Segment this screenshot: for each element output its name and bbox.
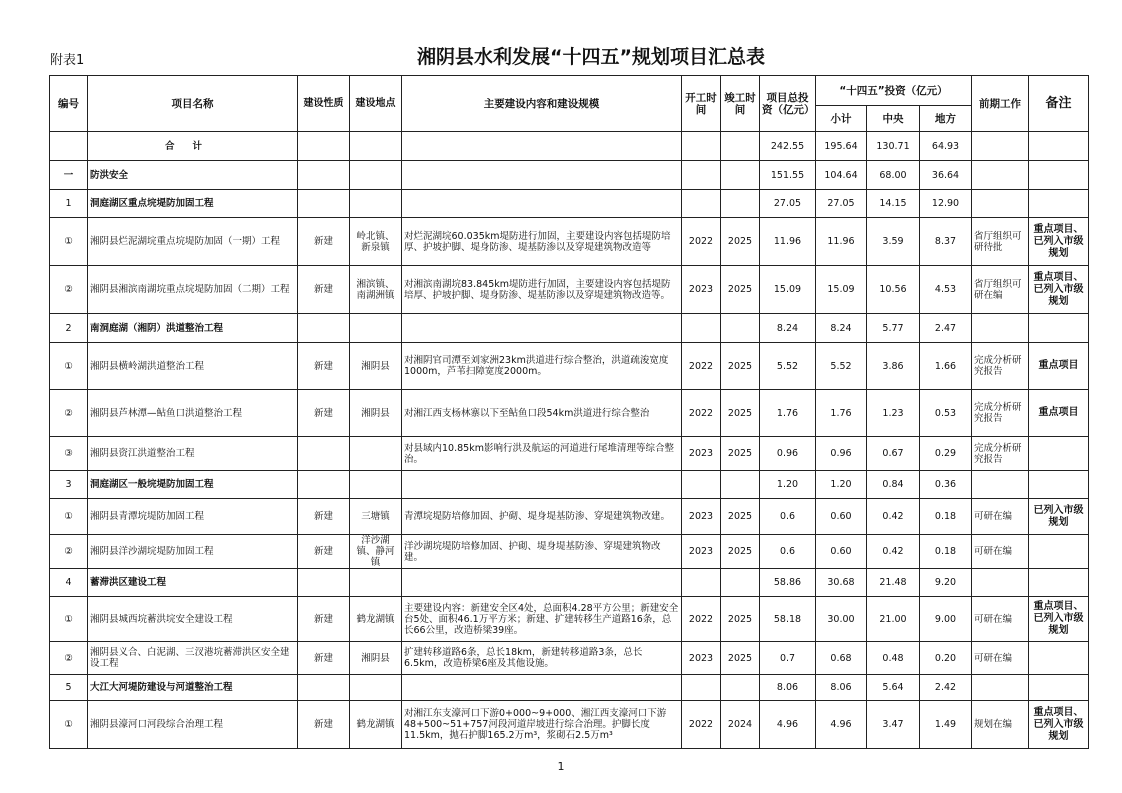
item-end: 2025: [721, 535, 760, 569]
item-location: 三塘镇: [350, 499, 402, 535]
item-start: 2023: [682, 266, 721, 314]
item-end: 2025: [721, 597, 760, 642]
item-location: 湘阴县: [350, 642, 402, 675]
total-subtotal: 195.64: [816, 132, 867, 161]
group-central: 5.77: [867, 314, 920, 343]
item-total: 11.96: [760, 218, 816, 266]
project-row: [50, 499, 1089, 535]
item-location: 湘滨镇、南湖洲镇: [350, 266, 402, 314]
item-subtotal: 4.96: [816, 701, 867, 749]
item-nature: 新建: [298, 701, 350, 749]
group-name: 蓄滞洪区建设工程: [88, 569, 298, 597]
item-no: ①: [50, 218, 88, 266]
item-no: ①: [50, 499, 88, 535]
item-content: 对湘江西支杨林寨以下至鲇鱼口段54km洪道进行综合整治: [402, 390, 682, 437]
project-row: [50, 343, 1089, 390]
item-local: 8.37: [920, 218, 972, 266]
item-name: 湘阴县城西垸蓄洪垸安全建设工程: [88, 597, 298, 642]
item-start: 2023: [682, 437, 721, 471]
empty-cell: [721, 190, 760, 218]
item-start: 2022: [682, 218, 721, 266]
project-row: [50, 390, 1089, 437]
item-central: 0.67: [867, 437, 920, 471]
item-subtotal: 0.68: [816, 642, 867, 675]
item-location: [350, 437, 402, 471]
group-no: 3: [50, 471, 88, 499]
item-remark: [1029, 437, 1089, 471]
group-row: [50, 675, 1089, 701]
item-name: 湘阴县资江洪道整治工程: [88, 437, 298, 471]
group-no: 2: [50, 314, 88, 343]
category-total: 151.55: [760, 161, 816, 190]
item-end: 2025: [721, 390, 760, 437]
item-total: 0.6: [760, 499, 816, 535]
item-central: 0.42: [867, 499, 920, 535]
item-name: 湘阴县洋沙湖垸堤防加固工程: [88, 535, 298, 569]
item-location: 鹤龙湖镇: [350, 597, 402, 642]
item-no: ①: [50, 597, 88, 642]
item-prework: 省厅组织可研待批: [972, 218, 1029, 266]
item-remark: [1029, 642, 1089, 675]
header-name: 项目名称: [88, 76, 298, 132]
item-total: 1.76: [760, 390, 816, 437]
empty-cell: [402, 314, 682, 343]
item-nature: 新建: [298, 535, 350, 569]
item-start: 2022: [682, 597, 721, 642]
empty-cell: [682, 190, 721, 218]
project-summary-table: [49, 75, 1089, 749]
page-number: 1: [557, 760, 565, 773]
total-label: 合计: [88, 132, 298, 161]
item-central: 10.56: [867, 266, 920, 314]
item-prework: 完成分析研究报告: [972, 390, 1029, 437]
empty-cell: [972, 314, 1029, 343]
empty-cell: [1029, 569, 1089, 597]
group-row: [50, 314, 1089, 343]
empty-cell: [350, 471, 402, 499]
group-subtotal: 8.06: [816, 675, 867, 701]
group-subtotal: 8.24: [816, 314, 867, 343]
empty-cell: [402, 471, 682, 499]
item-total: 5.52: [760, 343, 816, 390]
project-row: [50, 597, 1089, 642]
group-total: 1.20: [760, 471, 816, 499]
project-row: [50, 642, 1089, 675]
item-subtotal: 15.09: [816, 266, 867, 314]
total-central: 130.71: [867, 132, 920, 161]
item-start: 2023: [682, 535, 721, 569]
header-central: 中央: [867, 106, 920, 132]
item-no: ②: [50, 535, 88, 569]
item-central: 1.23: [867, 390, 920, 437]
group-local: 0.36: [920, 471, 972, 499]
item-content: 青潭垸堤防培修加固、护砌、堤身堤基防渗、穿堤建筑物改建。: [402, 499, 682, 535]
item-end: 2025: [721, 266, 760, 314]
item-central: 3.47: [867, 701, 920, 749]
group-row: [50, 569, 1089, 597]
group-local: 12.90: [920, 190, 972, 218]
header-remark: 备注: [1029, 76, 1089, 132]
group-subtotal: 30.68: [816, 569, 867, 597]
group-central: 14.15: [867, 190, 920, 218]
empty-cell: [682, 471, 721, 499]
group-local: 9.20: [920, 569, 972, 597]
empty-cell: [402, 190, 682, 218]
item-content: 对县域内10.85km影响行洪及航运的河道进行尾堆清理等综合整治。: [402, 437, 682, 471]
group-subtotal: 27.05: [816, 190, 867, 218]
empty-cell: [682, 675, 721, 701]
item-central: 0.48: [867, 642, 920, 675]
header-subtotal: 小计: [816, 106, 867, 132]
empty-cell: [350, 314, 402, 343]
empty-cell: [298, 190, 350, 218]
empty-cell: [1029, 314, 1089, 343]
empty-cell: [298, 471, 350, 499]
empty-cell: [972, 471, 1029, 499]
group-local: 2.42: [920, 675, 972, 701]
item-location: 湘阴县: [350, 390, 402, 437]
empty-cell: [350, 569, 402, 597]
item-prework: 规划在编: [972, 701, 1029, 749]
group-local: 2.47: [920, 314, 972, 343]
item-name: 湘阴县芦林潭—鲇鱼口洪道整治工程: [88, 390, 298, 437]
item-subtotal: 30.00: [816, 597, 867, 642]
category-name: 防洪安全: [88, 161, 298, 190]
item-end: 2025: [721, 437, 760, 471]
item-nature: 新建: [298, 597, 350, 642]
empty-cell: [350, 675, 402, 701]
group-name: 南洞庭湖（湘阴）洪道整治工程: [88, 314, 298, 343]
item-prework: 可研在编: [972, 499, 1029, 535]
item-start: 2022: [682, 390, 721, 437]
item-name: 湘阴县青潭垸堤防加固工程: [88, 499, 298, 535]
item-prework: 省厅组织可研在编: [972, 266, 1029, 314]
empty-cell: [298, 314, 350, 343]
group-total: 27.05: [760, 190, 816, 218]
item-end: 2025: [721, 499, 760, 535]
header-total: 项目总投资（亿元）: [760, 76, 816, 132]
item-remark: [1029, 535, 1089, 569]
project-row: [50, 266, 1089, 314]
item-no: ②: [50, 390, 88, 437]
item-nature: 新建: [298, 642, 350, 675]
item-name: 湘阴县义合、白泥湖、三汊港垸蓄滞洪区安全建设工程: [88, 642, 298, 675]
item-end: 2025: [721, 343, 760, 390]
empty-cell: [1029, 471, 1089, 499]
item-location: 湘阴县: [350, 343, 402, 390]
group-no: 4: [50, 569, 88, 597]
item-content: 对湘阴官司潭至刘家洲23km洪道进行综合整治，洪道疏浚宽度1000m，芦苇扫障宽度2000m。: [402, 343, 682, 390]
total-row: [50, 132, 1089, 161]
item-local: 0.29: [920, 437, 972, 471]
item-remark: 重点项目、已列入市级规划: [1029, 701, 1089, 749]
header-location: 建设地点: [350, 76, 402, 132]
empty-cell: [721, 569, 760, 597]
item-local: 1.66: [920, 343, 972, 390]
item-start: 2022: [682, 701, 721, 749]
item-nature: 新建: [298, 390, 350, 437]
empty-cell: [721, 471, 760, 499]
item-nature: 新建: [298, 343, 350, 390]
table-body: [50, 132, 1089, 749]
empty-cell: [972, 569, 1029, 597]
item-remark: 重点项目: [1029, 390, 1089, 437]
header-end: 竣工时间: [721, 76, 760, 132]
item-remark: 重点项目: [1029, 343, 1089, 390]
empty-cell: [402, 569, 682, 597]
item-no: ①: [50, 343, 88, 390]
group-central: 5.64: [867, 675, 920, 701]
header-no: 编号: [50, 76, 88, 132]
empty-cell: [402, 675, 682, 701]
item-central: 21.00: [867, 597, 920, 642]
header-content: 主要建设内容和建设规模: [402, 76, 682, 132]
item-total: 0.96: [760, 437, 816, 471]
item-subtotal: 5.52: [816, 343, 867, 390]
item-central: 3.59: [867, 218, 920, 266]
item-remark: 已列入市级规划: [1029, 499, 1089, 535]
total-local: 64.93: [920, 132, 972, 161]
item-central: 0.42: [867, 535, 920, 569]
item-end: 2025: [721, 642, 760, 675]
empty-cell: [298, 569, 350, 597]
item-start: 2023: [682, 499, 721, 535]
item-nature: 新建: [298, 218, 350, 266]
category-local: 36.64: [920, 161, 972, 190]
item-local: 9.00: [920, 597, 972, 642]
item-content: 对湘江东支濠河口下游0+000~9+000、湘江西支濠河口下游48+500~51+757河段河道岸坡进行综合治理。护脚长度11.5km，抛石护脚165.2万m³，浆砌石2.5万m³: [402, 701, 682, 749]
header-start: 开工时间: [682, 76, 721, 132]
project-row: [50, 437, 1089, 471]
item-local: 0.18: [920, 535, 972, 569]
item-nature: [298, 437, 350, 471]
item-end: 2024: [721, 701, 760, 749]
group-name: 洞庭湖区重点垸堤防加固工程: [88, 190, 298, 218]
item-total: 58.18: [760, 597, 816, 642]
item-content: 对烂泥湖垸60.035km堤防进行加固，主要建设内容包括堤防培厚、护坡护脚、堤身防渗、堤基防渗以及穿堤建筑物改造等: [402, 218, 682, 266]
item-location: 洋沙湖镇、静河镇: [350, 535, 402, 569]
item-prework: 可研在编: [972, 642, 1029, 675]
group-row: [50, 190, 1089, 218]
item-local: 4.53: [920, 266, 972, 314]
item-subtotal: 11.96: [816, 218, 867, 266]
category-subtotal: 104.64: [816, 161, 867, 190]
item-central: 3.86: [867, 343, 920, 390]
category-row: [50, 161, 1089, 190]
item-subtotal: 1.76: [816, 390, 867, 437]
empty-cell: [972, 675, 1029, 701]
item-total: 15.09: [760, 266, 816, 314]
group-row: [50, 471, 1089, 499]
item-content: 扩建转移道路6条，总长18km，新建转移道路3条，总长6.5km，改造桥梁6座及其他设施。: [402, 642, 682, 675]
item-prework: 完成分析研究报告: [972, 343, 1029, 390]
item-name: 湘阴县横岭湖洪道整治工程: [88, 343, 298, 390]
item-local: 0.53: [920, 390, 972, 437]
empty-cell: [298, 675, 350, 701]
header-prework: 前期工作: [972, 76, 1029, 132]
group-name: 洞庭湖区一般垸堤防加固工程: [88, 471, 298, 499]
empty-cell: [682, 314, 721, 343]
project-row: [50, 535, 1089, 569]
group-total: 8.24: [760, 314, 816, 343]
item-subtotal: 0.60: [816, 535, 867, 569]
category-no: 一: [50, 161, 88, 190]
empty-cell: [721, 314, 760, 343]
item-total: 4.96: [760, 701, 816, 749]
item-name: 湘阴县濠河口河段综合治理工程: [88, 701, 298, 749]
item-subtotal: 0.96: [816, 437, 867, 471]
item-location: 岭北镇、新泉镇: [350, 218, 402, 266]
item-name: 湘阴县湘滨南湖垸重点垸堤防加固（二期）工程: [88, 266, 298, 314]
item-prework: 可研在编: [972, 597, 1029, 642]
item-prework: 可研在编: [972, 535, 1029, 569]
empty-cell: [682, 569, 721, 597]
group-name: 大江大河堤防建设与河道整治工程: [88, 675, 298, 701]
empty-cell: [350, 190, 402, 218]
annex-label: 附表1: [50, 53, 85, 68]
group-subtotal: 1.20: [816, 471, 867, 499]
item-no: ③: [50, 437, 88, 471]
item-end: 2025: [721, 218, 760, 266]
category-central: 68.00: [867, 161, 920, 190]
project-row: [50, 218, 1089, 266]
header-nature: 建设性质: [298, 76, 350, 132]
item-subtotal: 0.60: [816, 499, 867, 535]
item-location: 鹤龙湖镇: [350, 701, 402, 749]
project-row: [50, 701, 1089, 749]
header-local: 地方: [920, 106, 972, 132]
header-plan-group: “十四五”投资（亿元）: [816, 76, 972, 106]
group-total: 8.06: [760, 675, 816, 701]
empty-cell: [972, 190, 1029, 218]
item-start: 2022: [682, 343, 721, 390]
item-no: ②: [50, 642, 88, 675]
item-local: 0.18: [920, 499, 972, 535]
item-content: 对湘滨南湖垸83.845km堤防进行加固，主要建设内容包括堤防培厚、护坡护脚、堤身防渗、堤基防渗以及穿堤建筑物改造等。: [402, 266, 682, 314]
item-prework: 完成分析研究报告: [972, 437, 1029, 471]
group-no: 1: [50, 190, 88, 218]
group-no: 5: [50, 675, 88, 701]
item-nature: 新建: [298, 499, 350, 535]
group-central: 0.84: [867, 471, 920, 499]
item-local: 0.20: [920, 642, 972, 675]
empty-cell: [721, 675, 760, 701]
item-no: ②: [50, 266, 88, 314]
item-remark: 重点项目、已列入市级规划: [1029, 597, 1089, 642]
item-remark: 重点项目、已列入市级规划: [1029, 266, 1089, 314]
item-no: ①: [50, 701, 88, 749]
item-name: 湘阴县烂泥湖垸重点垸堤防加固（一期）工程: [88, 218, 298, 266]
item-total: 0.7: [760, 642, 816, 675]
page-title: 湘阴县水利发展“十四五”规划项目汇总表: [417, 46, 765, 68]
group-total: 58.86: [760, 569, 816, 597]
empty-cell: [1029, 190, 1089, 218]
item-local: 1.49: [920, 701, 972, 749]
empty-cell: [1029, 675, 1089, 701]
item-content: 洋沙湖垸堤防培修加固、护砌、堤身堤基防渗、穿堤建筑物改建。: [402, 535, 682, 569]
item-start: 2023: [682, 642, 721, 675]
total-total: 242.55: [760, 132, 816, 161]
item-total: 0.6: [760, 535, 816, 569]
item-nature: 新建: [298, 266, 350, 314]
item-remark: 重点项目、已列入市级规划: [1029, 218, 1089, 266]
group-central: 21.48: [867, 569, 920, 597]
item-content: 主要建设内容：新建安全区4处，总面积4.28平方公里；新建安全台5处、面积46.1万平方米；新建、扩建转移生产道路16条，总长66公里，改造桥梁39座。: [402, 597, 682, 642]
